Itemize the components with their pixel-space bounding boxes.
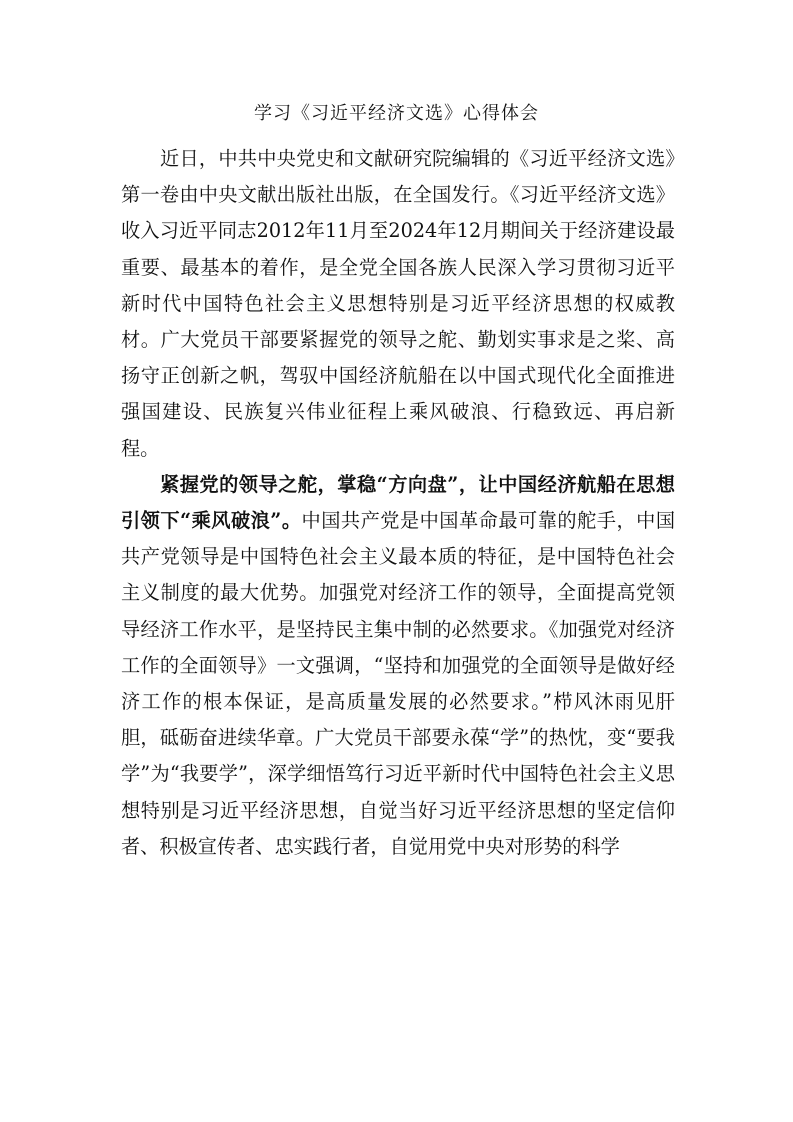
paragraph-2-heading: 紧握党的领导之舵，掌稳“方向盘”，让中国经济航船在思想引领下“乘风破浪”。 <box>121 472 675 533</box>
document-title: 学习《习近平经济文选》心得体会 <box>254 103 539 124</box>
paragraph-2-body: 中国共产党是中国革命最可靠的舵手，中国共产党领导是中国特色社会主义最本质的特征，是中国特色社会主义制度的最大优势。加强党对经济工作的领导，全面提高党领导经济工作水平，是坚持民主集中制的必然要求。《加强党对经济工作的全面领导》一文强调，“坚持和加强党的全面领导是做好经济工作的根本保证，是高质量发展的必然要求。”栉风沐雨见肝胆，砥砺奋进续华章。广大党员干部要永葆“学”的热忱，变“要我学”为“我要学”，深学细悟笃行习近平新时代中国特色社会主义思想特别是习近平经济思想，自觉当好习近平经济思想的坚定信仰者、积极宣传者、忠实践行者，自觉用党中央对形势的科学 <box>121 509 676 858</box>
document-body <box>121 141 675 865</box>
paragraph-1: 近日，中共中央党史和文献研究院编辑的《习近平经济文选》第一卷由中央文献出版社出版，在全国发行。《习近平经济文选》收入习近平同志2012年11月至2024年12月期间关于经济建设最重要、最基本的着作，是全党全国各族人民深入学习贯彻习近平新时代中国特色社会主义思想特别是习近平经济思想的权威教材。广大党员干部要紧握党的领导之舵、勤划实事求是之桨、高扬守正创新之帆，驾驭中国经济航船在以中国式现代化全面推进强国建设、民族复兴伟业征程上乘风破浪、行稳致远、再启新程。 <box>121 147 675 460</box>
paragraph-2 <box>121 467 675 865</box>
